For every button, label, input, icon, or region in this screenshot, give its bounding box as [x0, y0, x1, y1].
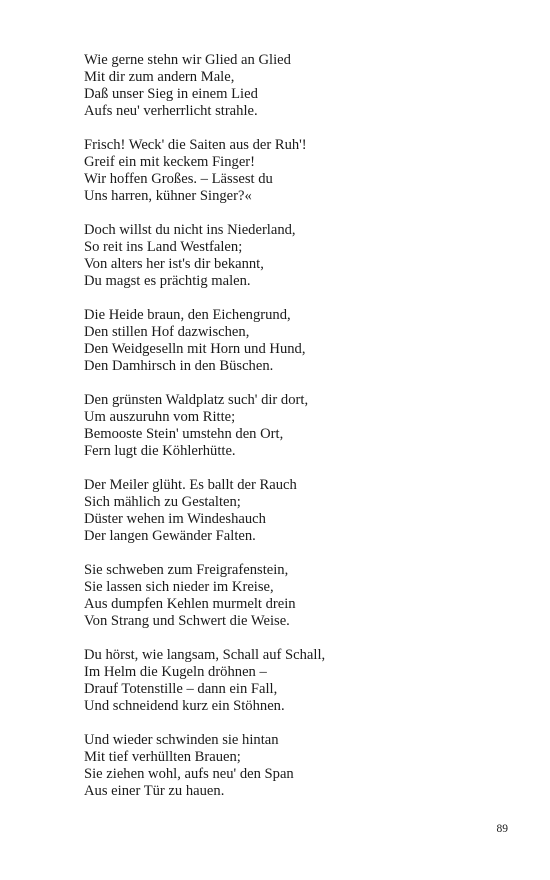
verse-line: Den grünsten Waldplatz such' dir dort, [84, 392, 309, 408]
verse-line: Im Helm die Kugeln dröhnen – [84, 664, 267, 680]
poem-text [84, 52, 524, 817]
stanza-6 [84, 477, 524, 545]
verse-line: Aus dumpfen Kehlen murmelt drein [84, 596, 296, 612]
verse-line: Fern lugt die Köhlerhütte. [84, 443, 236, 459]
verse-line: Den stillen Hof dazwischen, [84, 324, 250, 340]
verse-line: Aufs neu' verherrlicht strahle. [84, 103, 258, 119]
verse-line: Von alters her ist's dir bekannt, [84, 256, 264, 272]
verse-line: Uns harren, kühner Singer?« [84, 188, 252, 204]
verse-line: Den Weidgeselln mit Horn und Hund, [84, 341, 306, 357]
stanza-4 [84, 307, 524, 375]
verse-line: Sie schweben zum Freigrafenstein, [84, 562, 289, 578]
verse-line: Drauf Totenstille – dann ein Fall, [84, 681, 278, 697]
verse-line: Wir hoffen Großes. – Lässest du [84, 171, 273, 187]
verse-line: Frisch! Weck' die Saiten aus der Ruh'! [84, 137, 307, 153]
stanza-5 [84, 392, 524, 460]
verse-line: Sie ziehen wohl, aufs neu' den Span [84, 766, 294, 782]
verse-line: Der Meiler glüht. Es ballt der Rauch [84, 477, 297, 493]
verse-line: Greif ein mit keckem Finger! [84, 154, 256, 170]
verse-line: Die Heide braun, den Eichengrund, [84, 307, 291, 323]
stanza-1 [84, 52, 524, 120]
stanza-8 [84, 647, 524, 715]
verse-line: Der langen Gewänder Falten. [84, 528, 256, 544]
stanza-3 [84, 222, 524, 290]
page-number: 89 [496, 823, 508, 835]
verse-line: Du magst es prächtig malen. [84, 273, 251, 289]
verse-line: Und schneidend kurz ein Stöhnen. [84, 698, 285, 714]
verse-line: Daß unser Sieg in einem Lied [84, 86, 258, 102]
verse-line: Sich mählich zu Gestalten; [84, 494, 241, 510]
verse-line: So reit ins Land Westfalen; [84, 239, 243, 255]
stanza-2 [84, 137, 524, 205]
verse-line: Bemooste Stein' umstehn den Ort, [84, 426, 284, 442]
verse-line: Mit tief verhüllten Brauen; [84, 749, 241, 765]
verse-line: Von Strang und Schwert die Weise. [84, 613, 290, 629]
verse-line: Und wieder schwinden sie hintan [84, 732, 279, 748]
verse-line: Düster wehen im Windeshauch [84, 511, 266, 527]
verse-line: Mit dir zum andern Male, [84, 69, 235, 85]
stanza-9 [84, 732, 524, 800]
verse-line: Um auszuruhn vom Ritte; [84, 409, 236, 425]
verse-line: Aus einer Tür zu hauen. [84, 783, 225, 799]
verse-line: Sie lassen sich nieder im Kreise, [84, 579, 274, 595]
verse-line: Du hörst, wie langsam, Schall auf Schall, [84, 647, 326, 663]
verse-line: Wie gerne stehn wir Glied an Glied [84, 52, 291, 68]
verse-line: Doch willst du nicht ins Niederland, [84, 222, 296, 238]
stanza-7 [84, 562, 524, 630]
verse-line: Den Damhirsch in den Büschen. [84, 358, 274, 374]
